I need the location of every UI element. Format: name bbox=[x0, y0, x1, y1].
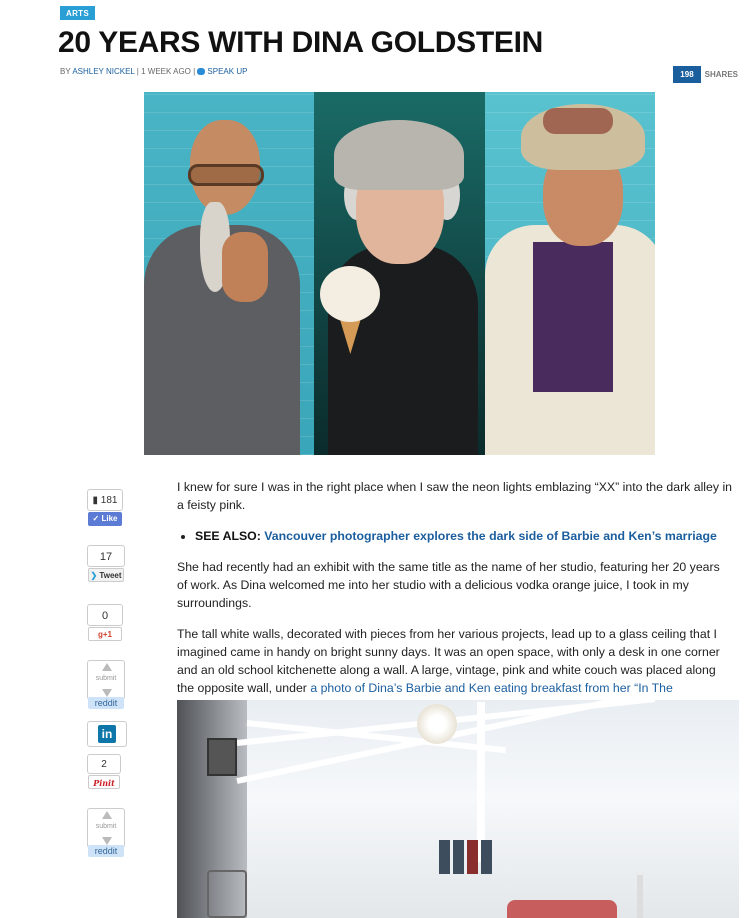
linkedin-icon[interactable]: in bbox=[98, 725, 116, 743]
like-count: 181 bbox=[100, 495, 118, 506]
reddit-widget-secondary[interactable] bbox=[87, 808, 125, 856]
see-also-list bbox=[195, 527, 732, 545]
byline-separator: | bbox=[190, 67, 198, 76]
comment-link[interactable]: SPEAK UP bbox=[207, 67, 248, 76]
reddit-button[interactable]: reddit bbox=[88, 697, 124, 709]
comment-bubble-icon bbox=[197, 68, 205, 75]
see-also-label: SEE ALSO: bbox=[195, 529, 265, 543]
see-also-item bbox=[195, 527, 732, 545]
tweet-button[interactable]: ❯ Tweet bbox=[88, 568, 124, 582]
thumbs-up-icon: ▮ bbox=[92, 495, 99, 506]
gplus-button[interactable]: g+1 bbox=[88, 627, 122, 641]
like-button[interactable]: ✓ Like bbox=[88, 512, 122, 526]
byline-prefix: BY bbox=[60, 67, 73, 76]
author-link[interactable]: ASHLEY NICKEL bbox=[72, 67, 135, 76]
wall-photos bbox=[439, 840, 492, 874]
portrait-man-with-cigarette bbox=[144, 92, 314, 455]
dollhouse-photo-link[interactable]: a photo of Dina’s Barbie and Ken eating breakfast from her “In The bbox=[310, 681, 673, 695]
twitter-bird-icon: ❯ bbox=[90, 571, 98, 580]
facebook-like-widget[interactable] bbox=[87, 489, 123, 523]
share-counter bbox=[673, 66, 738, 83]
paragraph: She had recently had an exhibit with the same title as the name of her studio, featuring her 20 years of work. As Dina welcomed me into her studio with a delicious vodka orange juice, I took in my surroundings. bbox=[177, 560, 720, 610]
pink-couch bbox=[507, 900, 617, 918]
share-label: SHARES bbox=[704, 70, 738, 79]
linkedin-widget[interactable] bbox=[87, 721, 127, 747]
share-count: 198 bbox=[673, 66, 700, 83]
gplus-count: 0 bbox=[101, 610, 109, 622]
google-plus-widget[interactable] bbox=[87, 604, 123, 639]
paragraph: I knew for sure I was in the right place when I saw the neon lights emblazing “XX” into the dark alley in a feisty pink. bbox=[177, 480, 733, 512]
pinit-button[interactable]: Pinit bbox=[88, 775, 120, 789]
byline bbox=[60, 67, 247, 76]
paragraph-text: The tall white walls, decorated with pieces from her various projects, lead up to a glass ceiling that I imagined came in handy on bright sunny days. It was an open space, with only a desk in one corner and an old school kitchenette along a wall. A large, vintage, pink and white couch was placed along the opposite wall, under bbox=[177, 627, 720, 695]
pinterest-widget[interactable] bbox=[87, 754, 121, 788]
reddit-submit-label: submit bbox=[95, 823, 117, 830]
reddit-widget[interactable] bbox=[87, 660, 125, 708]
reddit-button[interactable]: reddit bbox=[88, 845, 124, 857]
wall-heater bbox=[207, 738, 237, 776]
chandelier bbox=[417, 704, 457, 744]
reddit-submit-label: submit bbox=[95, 675, 117, 682]
tweet-count: 17 bbox=[99, 551, 113, 563]
article-title: 20 YEARS WITH DINA GOLDSTEIN bbox=[58, 26, 543, 59]
upvote-arrow-icon[interactable] bbox=[102, 811, 112, 819]
studio-photo bbox=[177, 700, 739, 918]
floor-lamp bbox=[637, 875, 643, 918]
byline-separator: | bbox=[134, 67, 142, 76]
portrait-man-with-cowboy-hat bbox=[485, 92, 655, 455]
tweet-widget[interactable] bbox=[87, 545, 125, 580]
pin-count: 2 bbox=[101, 759, 107, 770]
article-body bbox=[177, 478, 732, 728]
see-also-link[interactable]: Vancouver photographer explores the dark side of Barbie and Ken’s marriage bbox=[264, 529, 717, 543]
hero-photo bbox=[144, 92, 655, 455]
chair bbox=[207, 870, 247, 918]
downvote-arrow-icon[interactable] bbox=[102, 837, 112, 845]
category-tag[interactable]: ARTS bbox=[60, 6, 95, 20]
post-time: 1 WEEK AGO bbox=[141, 67, 191, 76]
upvote-arrow-icon[interactable] bbox=[102, 663, 112, 671]
portrait-woman-with-ice-cream bbox=[314, 92, 484, 455]
downvote-arrow-icon[interactable] bbox=[102, 689, 112, 697]
